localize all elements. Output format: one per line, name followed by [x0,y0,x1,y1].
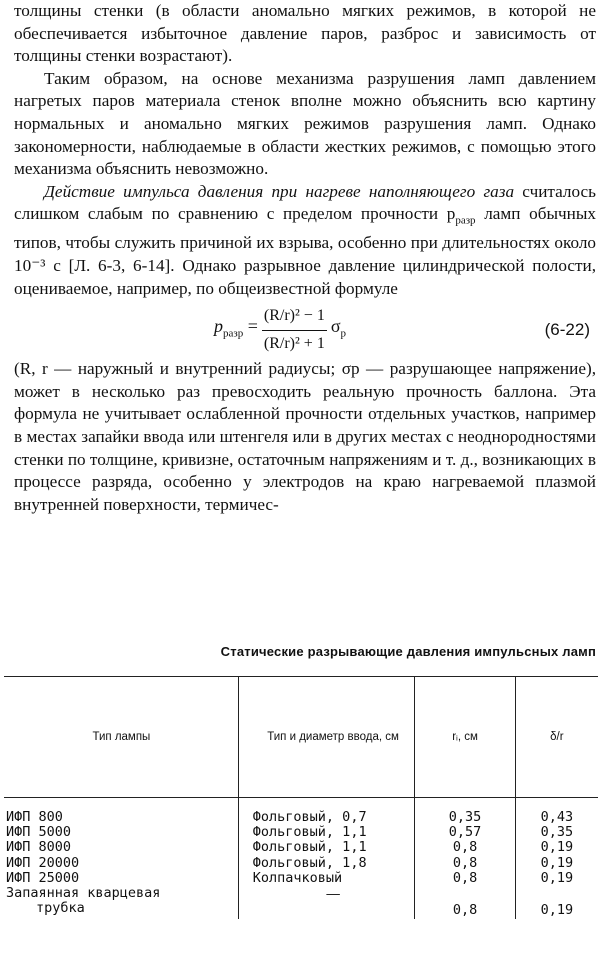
ri-cell [415,798,515,920]
ri-value: 0,8 [452,902,478,919]
input-type: — [326,886,340,902]
delta-r-value: 0,19 [540,869,574,886]
formula-sigma-symbol: σ [330,316,341,337]
input-type: Фольговый, 1,8 [252,854,367,871]
table-header-row [4,677,598,798]
body-text [14,0,596,516]
input-type: Колпачковый [252,869,343,886]
formula-numerator: (R/r)² − 1 [262,305,327,331]
lamp-type-cell [4,798,238,920]
lamp-type: трубка [36,900,85,917]
ri-value: 0,8 [452,869,478,886]
table-row [4,798,598,920]
header-input-type: Тип и диаметр ввода, см [238,677,415,798]
paragraph-4: (R, r — наружный и внутренний радиусы; σр — разрушающее напряжение), может в несколько раз превосходить реальную прочность баллона. Эта формула не учитывает ослабленной прочности отдельных участков, например в местах запайки ввода или штенгеля или в других местах с неоднородностями стенки по толщине, кривизне, остаточным напряжениям и т. д., возникающих в процессе разряда, особенно у электродов на краю нагреваемой плазмой внутренней поверхности, термичес- [14,359,596,514]
input-type: Фольговый, 1,1 [252,839,367,856]
input-type: Фольговый, 1,1 [252,824,367,841]
delta-r-value: 0,19 [540,902,574,919]
input-type-cell [238,798,415,920]
paragraph-3 [14,181,596,300]
lamp-type: Запаянная кварцевая [6,885,161,902]
ri-value: 0,8 [452,839,478,856]
formula-denominator: (R/r)² + 1 [263,334,325,352]
delta-r-value: 0,19 [540,854,574,871]
delta-r-value: 0,43 [540,809,574,825]
paragraph-3-italic-heading: Действие импульса давления при нагреве наполняющего газа [44,181,515,201]
ri-value: 0,35 [448,809,482,825]
header-lamp-type: Тип лампы [4,677,238,798]
formula-lhs-var: p [214,316,223,337]
delta-r-value: 0,19 [540,839,574,856]
lamp-type: ИФП 25000 [6,869,80,886]
lamp-type: ИФП 5000 [6,824,72,841]
formula-sigma [331,315,346,345]
lamp-type: ИФП 20000 [6,854,80,871]
input-type: Фольговый, 0,7 [252,809,367,825]
formula-lhs: $p_{разр}$ = [214,316,258,340]
delta-r-cell [515,798,598,920]
paragraph-2: Таким образом, на основе механизма разрушения ламп давлением нагретых паров материала стенок вполне можно объяснить всю картину нормальных и аномально мягких режимов разрушения ламп. Однако закономерности, наблюдаемые в области жестких режимов, с помощью этого механизма объяснить невозможно. [14,68,596,179]
paragraph-3-text: считалось слишком слабым по сравнению с пределом прочности p [14,181,596,224]
paragraph-3-text-end: ламп обычных типов, чтобы служить причиной их взрыва, особенно при длительностях около 10⁻³ с [Л. 6-3, 6-14]. Однако разрывное давление цилиндрической полости, оцениваемое, например, по общеизвестной формуле [14,204,597,298]
ri-value: 0,57 [448,824,482,841]
formula-lhs-sub: разр [223,327,244,340]
table-caption: Статические разрывающие давления импульсных ламп [220,644,596,659]
paragraph-3-subscript: разр [455,214,476,227]
formula-number: (6-22) [544,319,590,339]
lamp-type: ИФП 8000 [6,839,72,856]
formula-sigma-sub: р [340,327,347,340]
lamp-type: ИФП 800 [6,809,63,825]
delta-r-value: 0,35 [540,824,574,841]
header-ri: rᵢ, см [415,677,515,798]
formula-6-22 [14,302,596,358]
paragraph-1: толщины стенки (в области аномально мягких режимов, в которой не обеспечивается избыточное давление паров, разброс и зависимость от толщины стенки возрастают). [14,1,596,66]
header-delta-r: δ/r [515,677,598,798]
data-table [4,676,598,919]
ri-value: 0,8 [452,854,478,871]
formula-fraction [262,305,327,355]
